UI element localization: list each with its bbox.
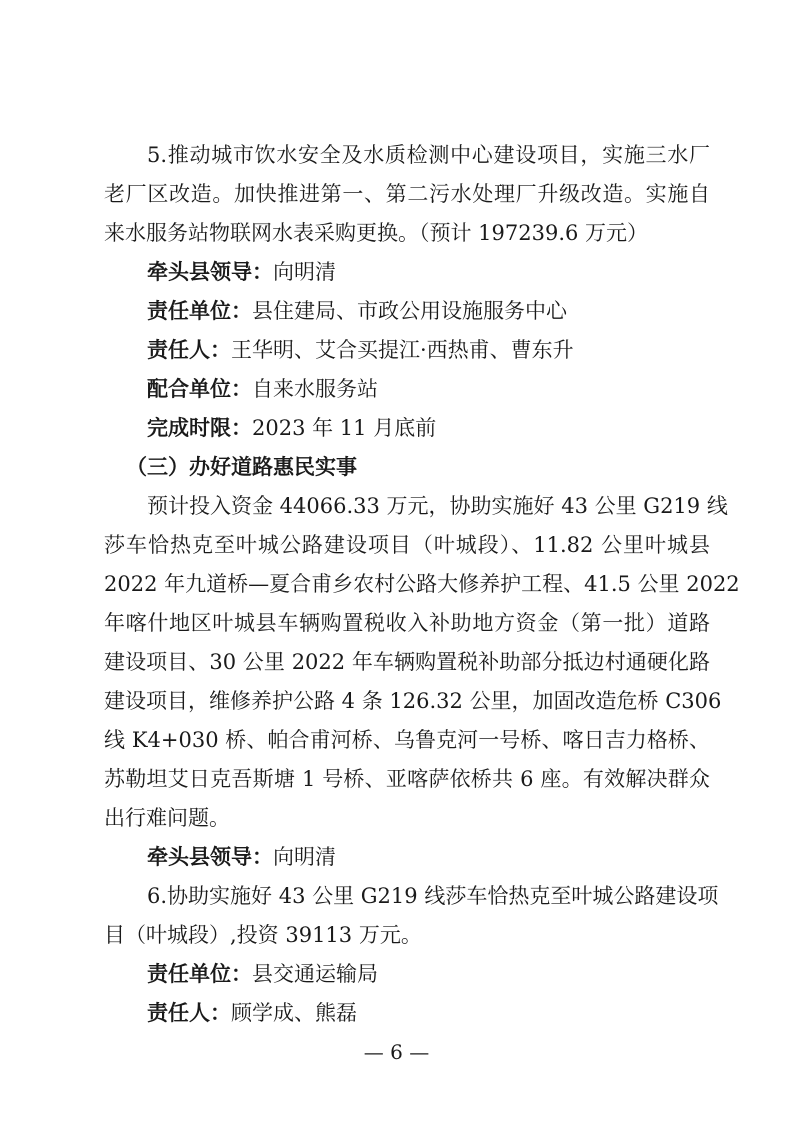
leader-value: 向明清 (273, 845, 336, 869)
section3-line-6: 建设项目，维修养护公路 4 条 126.32 公里，加固改造危桥 C306 (104, 689, 722, 713)
unit-value: 县交通运输局 (252, 962, 378, 986)
person-label: 责任人： (147, 338, 231, 362)
leader-label: 牵头县领导： (147, 845, 273, 869)
section-heading: （三）办好道路惠民实事 (126, 455, 357, 479)
item6-line-2: 目（叶城段）,投资 39113 万元。 (104, 923, 422, 947)
section3-line-9: 出行难问题。 (104, 806, 230, 830)
person-label: 责任人： (147, 1001, 231, 1025)
coop-label: 配合单位： (147, 377, 252, 401)
section3-line-8: 苏勒坦艾日克吾斯塘 1 号桥、亚喀萨依桥共 6 座。有效解决群众 (104, 767, 710, 791)
deadline-value: 2023 年 11 月底前 (252, 416, 437, 440)
page-number: — 6 — (363, 1040, 430, 1064)
unit-value: 县住建局、市政公用设施服务中心 (252, 299, 567, 323)
section3-line-4: 年喀什地区叶城县车辆购置税收入补助地方资金（第一批）道路 (104, 611, 710, 635)
item6-person-row (147, 998, 710, 1028)
section3-line-2: 莎车恰热克至叶城公路建设项目（叶城段）、11.82 公里叶城县 (104, 533, 710, 557)
unit-label: 责任单位： (147, 299, 252, 323)
section3-line-5: 建设项目、30 公里 2022 年车辆购置税补助部分抵边村通硬化路 (104, 650, 710, 674)
section3-line-7: 线 K4+030 桥、帕合甫河桥、乌鲁克河一号桥、喀日吉力格桥、 (104, 728, 710, 752)
item6-unit-row (147, 959, 710, 989)
section3-leader-row (147, 842, 710, 872)
item5-line-3: 来水服务站物联网水表采购更换。（预计 197239.6 万元） (104, 221, 649, 245)
section3-line-3: 2022 年九道桥—夏合甫乡农村公路大修养护工程、41.5 公里 2022 (104, 572, 740, 596)
person-value: 王华明、艾合买提江·西热甫、曹东升 (231, 338, 574, 362)
coop-value: 自来水服务站 (252, 377, 378, 401)
item5-deadline-row (147, 413, 710, 443)
item5-leader-row (147, 257, 710, 287)
item5-line-2: 老厂区改造。加快推进第一、第二污水处理厂升级改造。实施自 (104, 182, 710, 206)
leader-label: 牵头县领导： (147, 260, 273, 284)
item5-unit-row (147, 296, 710, 326)
item5-person-row (147, 335, 710, 365)
item6-line-1: 6.协助实施好 43 公里 G219 线莎车恰热克至叶城公路建设项 (147, 884, 719, 908)
person-value: 顾学成、熊磊 (231, 1001, 357, 1025)
deadline-label: 完成时限： (147, 416, 252, 440)
unit-label: 责任单位： (147, 962, 252, 986)
leader-value: 向明清 (273, 260, 336, 284)
item5-coop-row (147, 374, 710, 404)
item5-line-1: 5.推动城市饮水安全及水质检测中心建设项目，实施三水厂 (147, 143, 710, 167)
section3-line-1: 预计投入资金 44066.33 万元，协助实施好 43 公里 G219 线 (147, 494, 728, 518)
